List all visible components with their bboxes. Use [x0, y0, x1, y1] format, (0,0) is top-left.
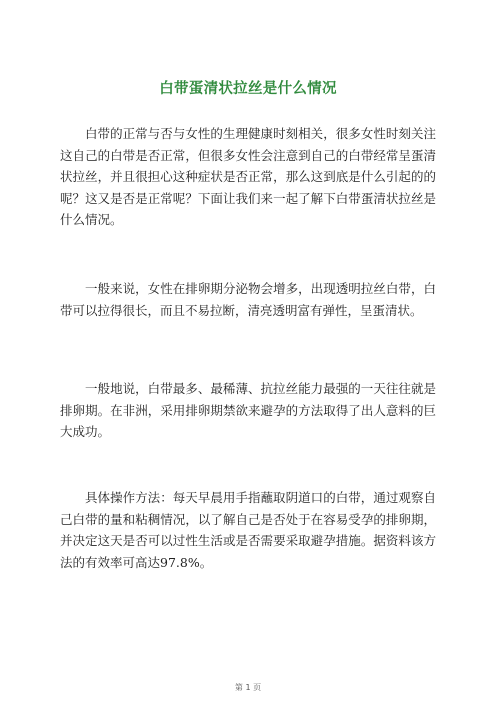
paragraph-intro: 白带的正常与否与女性的生理健康时刻相关，很多女性时刻关注这自己的白带是否正常，但很多女性会注意到自己的白带经常呈蛋清状拉丝，并且很担心这种症状是否正常，那么这到底是什么引起的的呢？这又是否是正常呢？下面让我们来一起了解下白带蛋清状拉丝是什么情况。 — [60, 126, 436, 228]
page-number: 第 1 页 — [234, 683, 262, 692]
paragraph-method: 具体操作方法：每天早晨用手指蘸取阴道口的白带，通过观察自己白带的量和粘稠情况，以了解自己是否处于在容易受孕的排卵期，并决定这天是否可以过性生活或是否需要采取避孕措施。据资料该方法的有效率可高达97.8%。 — [60, 490, 436, 570]
paragraph-ovulation: 一般来说，女性在排卵期分泌物会增多，出现透明拉丝白带，白带可以拉得很长，而且不易拉断，清亮透明富有弹性，呈蛋清状。 — [60, 281, 436, 318]
paragraph-contraception: 一般地说，白带最多、最稀薄、抗拉丝能力最强的一天往往就是排卵期。在非洲，采用排卵期禁欲来避孕的方法取得了出人意料的巨大成功。 — [60, 381, 436, 440]
document-title: 白带蛋清状拉丝是什么情况 — [159, 81, 337, 97]
